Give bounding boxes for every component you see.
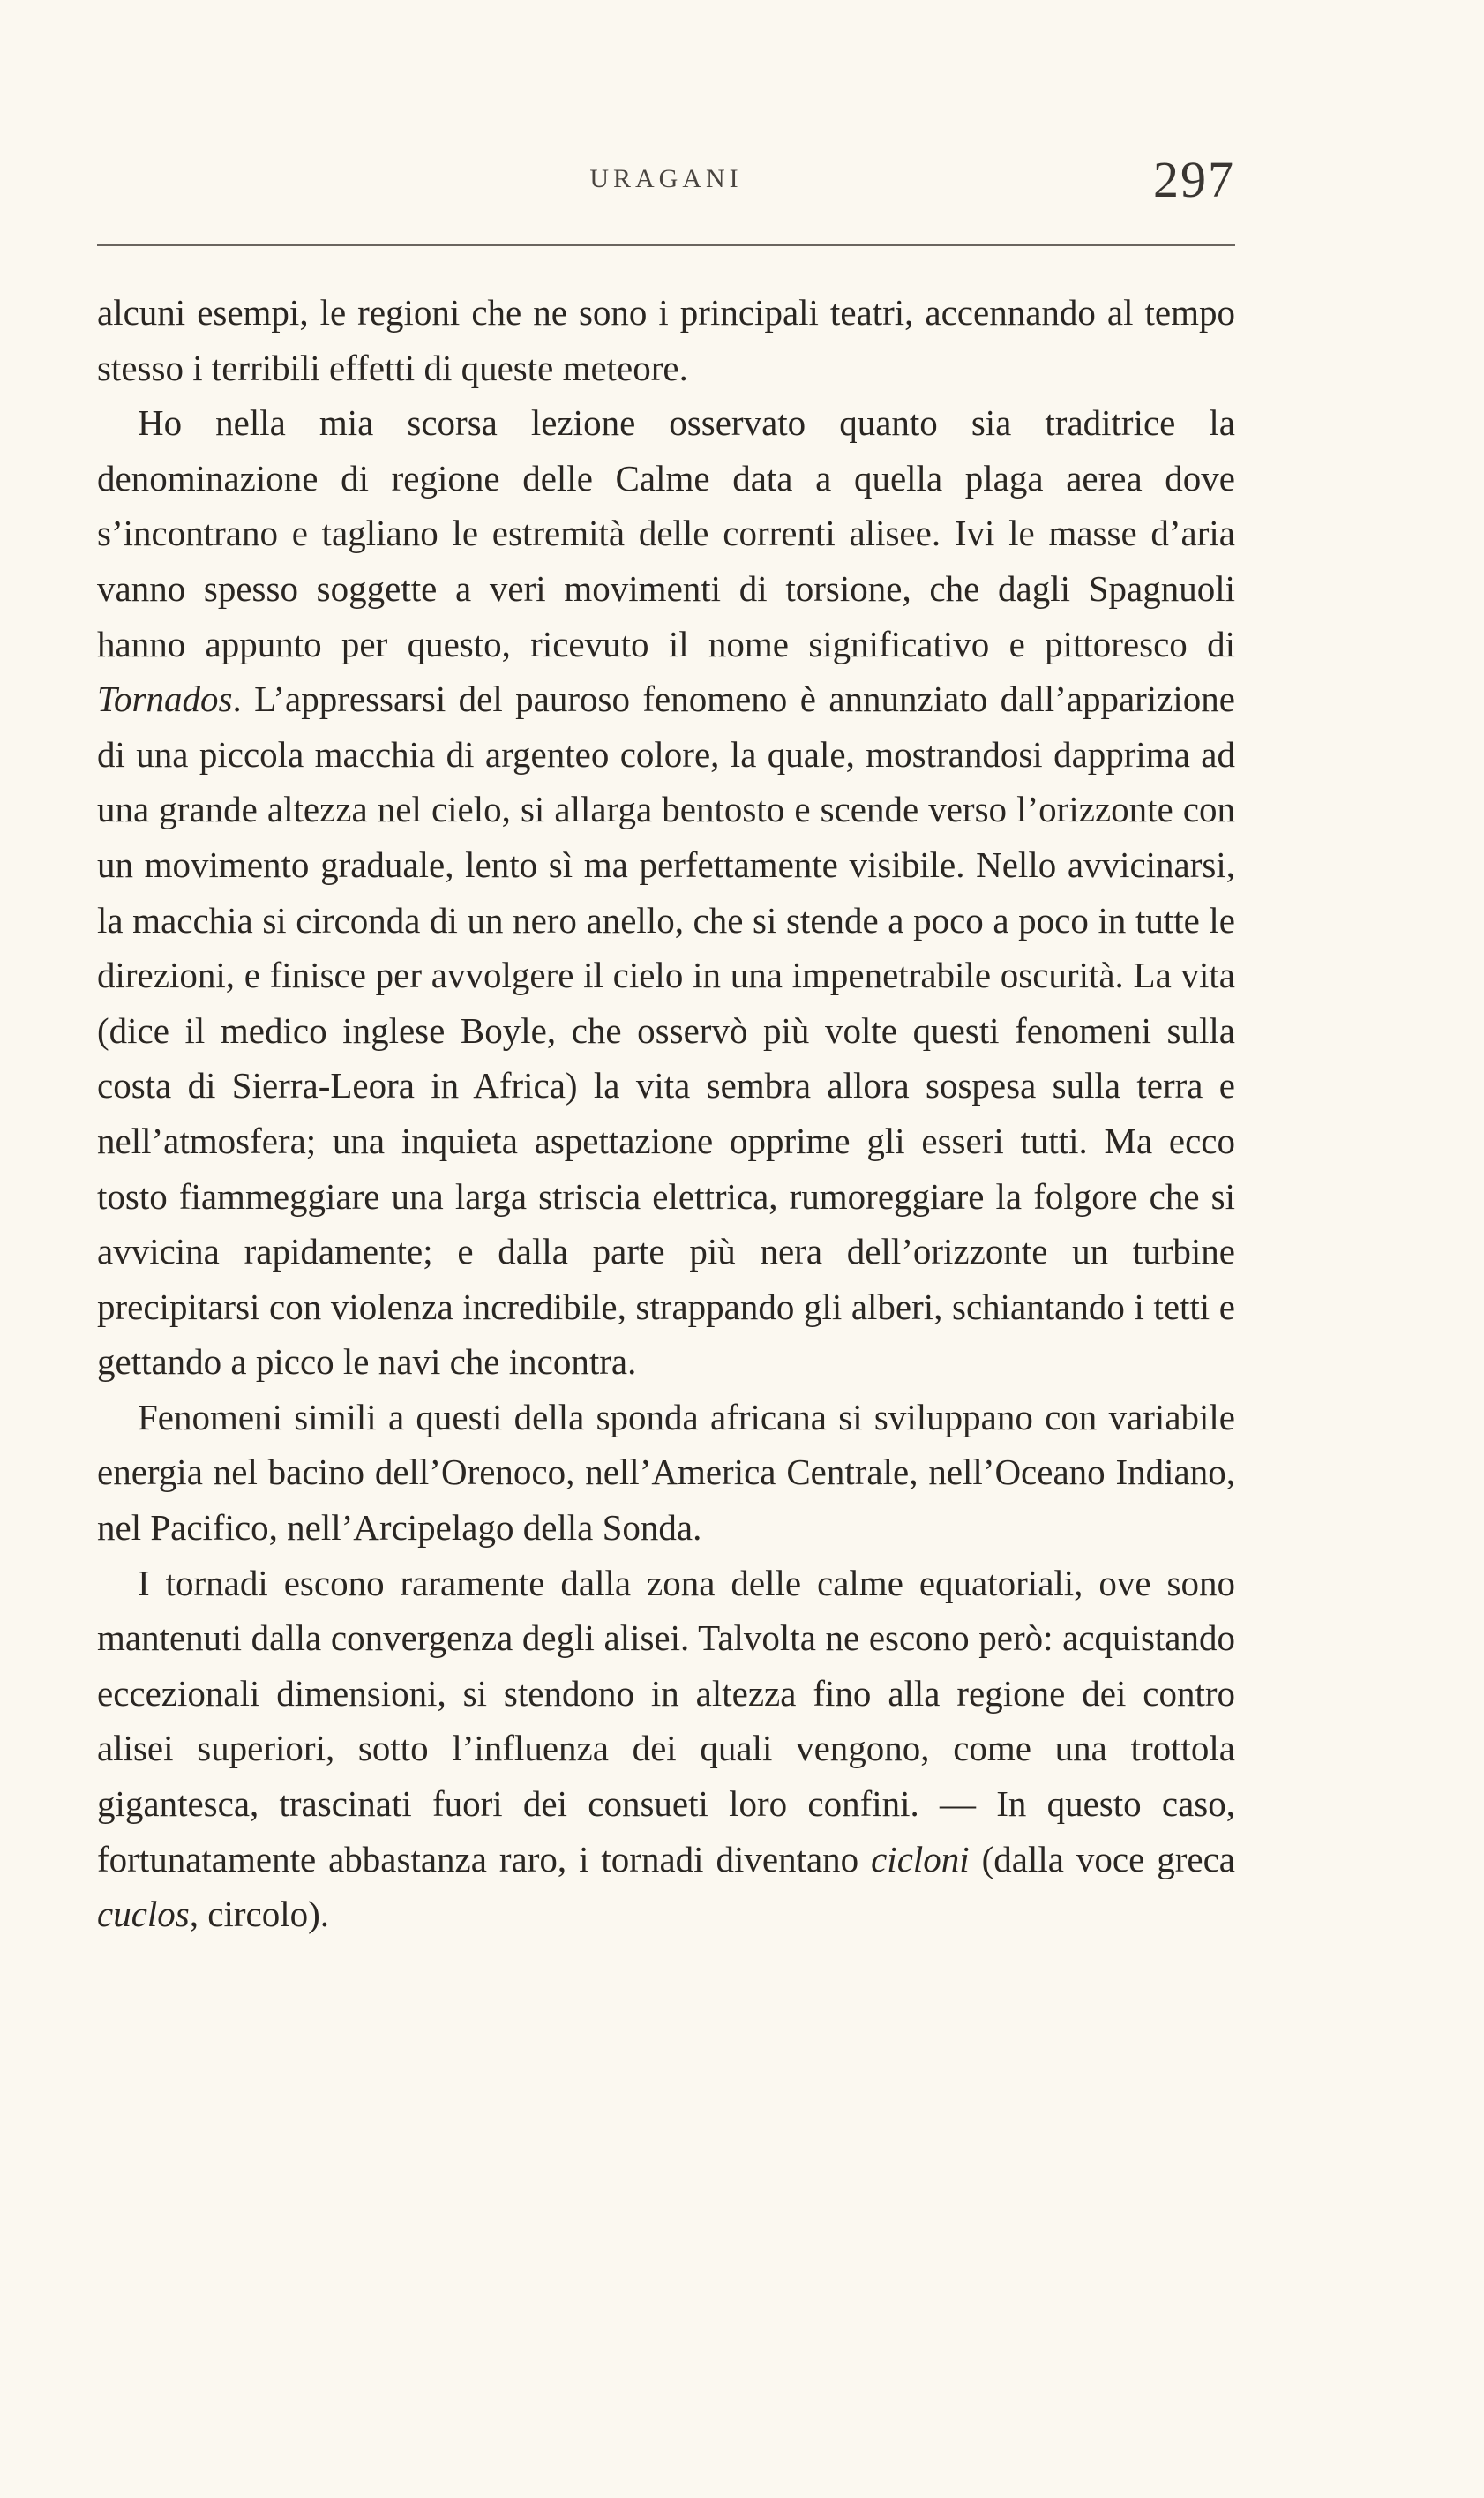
paragraph-2-text-1: Ho nella mia scorsa lezione osservato quanto sia traditrice la denominazione di regione delle Calme data a quella plaga aerea dove s’incontrano e tagliano le estremità delle correnti alisee. Ivi le masse d’aria vanno spesso soggette a veri movimenti di torsione, che dagli Spagnuoli hanno appunto per questo, ricevuto il nome significativo e pittoresco di — [97, 402, 1235, 664]
paragraph-2-italic-tornados: Tornados — [97, 679, 233, 720]
paragraph-4-italic-cicloni: cicloni — [871, 1838, 970, 1879]
paragraph-2-text-2: . L’appressarsi del pauroso fenomeno è annunziato dall’apparizione di una piccola macchia di argenteo colore, la quale, mostrandosi dapprima ad una grande altezza nel cielo, si allarga bentosto e scende verso l’orizzonte con un movimento graduale, lento sì ma perfettamente visibile. Nello avvicinarsi, la macchia si circonda di un nero anello, che si stende a poco a poco in tutte le direzioni, e finisce per avvolgere il cielo in una impenetrabile oscurità. La vita (dice il medico inglese Boyle, che osservò più volte questi fenomeni sulla costa di Sierra-Leora in Africa) la vita sembra allora sospesa sulla terra e nell’atmosfera; una inquieta aspettazione opprime gli esseri tutti. Ma ecco tosto fiammeggiare una larga striscia elettrica, rumoreggiare la folgore che si avvicina rapidamente; e dalla parte più nera dell’orizzonte un turbine precipitarsi con violenza incredibile, strappando gli alberi, schiantando i tetti e gettando a picco le navi che incontra. — [97, 679, 1235, 1383]
paragraph-2 — [97, 395, 1235, 1390]
paragraph-3-text: Fenomeni simili a questi della sponda africana si sviluppano con variabile energia nel bacino dell’Orenoco, nell’America Centrale, nell’Oceano Indiano, nel Pacifico, nell’Arcipelago della Sonda. — [97, 1396, 1235, 1549]
page-number: 297 — [1153, 151, 1235, 208]
header-rule — [97, 244, 1235, 246]
paragraph-4 — [97, 1556, 1235, 1942]
paragraph-4-text-3: , circolo). — [189, 1894, 329, 1935]
running-title: URAGANI — [589, 164, 743, 193]
paragraph-1-text: alcuni esempi, le regioni che ne sono i principali teatri, accennando al tempo stesso i terribili effetti di queste meteore. — [97, 292, 1235, 388]
paragraph-1 — [97, 285, 1235, 395]
paragraph-4-text-2: (dalla voce greca — [969, 1838, 1235, 1879]
paragraph-4-text-1: I tornadi escono raramente dalla zona delle calme equatoriali, ove sono mantenuti dalla convergenza degli alisei. Talvolta ne escono però: acquistando eccezionali dimensioni, si stendono in altezza fino alla regione dei contro alisei superiori, sotto l’influenza dei quali vengono, come una trottola gigantesca, trascinati fuori dei consueti loro confini. — In questo caso, fortunatamente abbastanza raro, i tornadi diventano — [97, 1562, 1235, 1879]
body-text — [97, 285, 1235, 1942]
paragraph-3 — [97, 1390, 1235, 1556]
paragraph-4-italic-cuclos: cuclos — [97, 1894, 190, 1935]
page-header — [97, 151, 1235, 226]
